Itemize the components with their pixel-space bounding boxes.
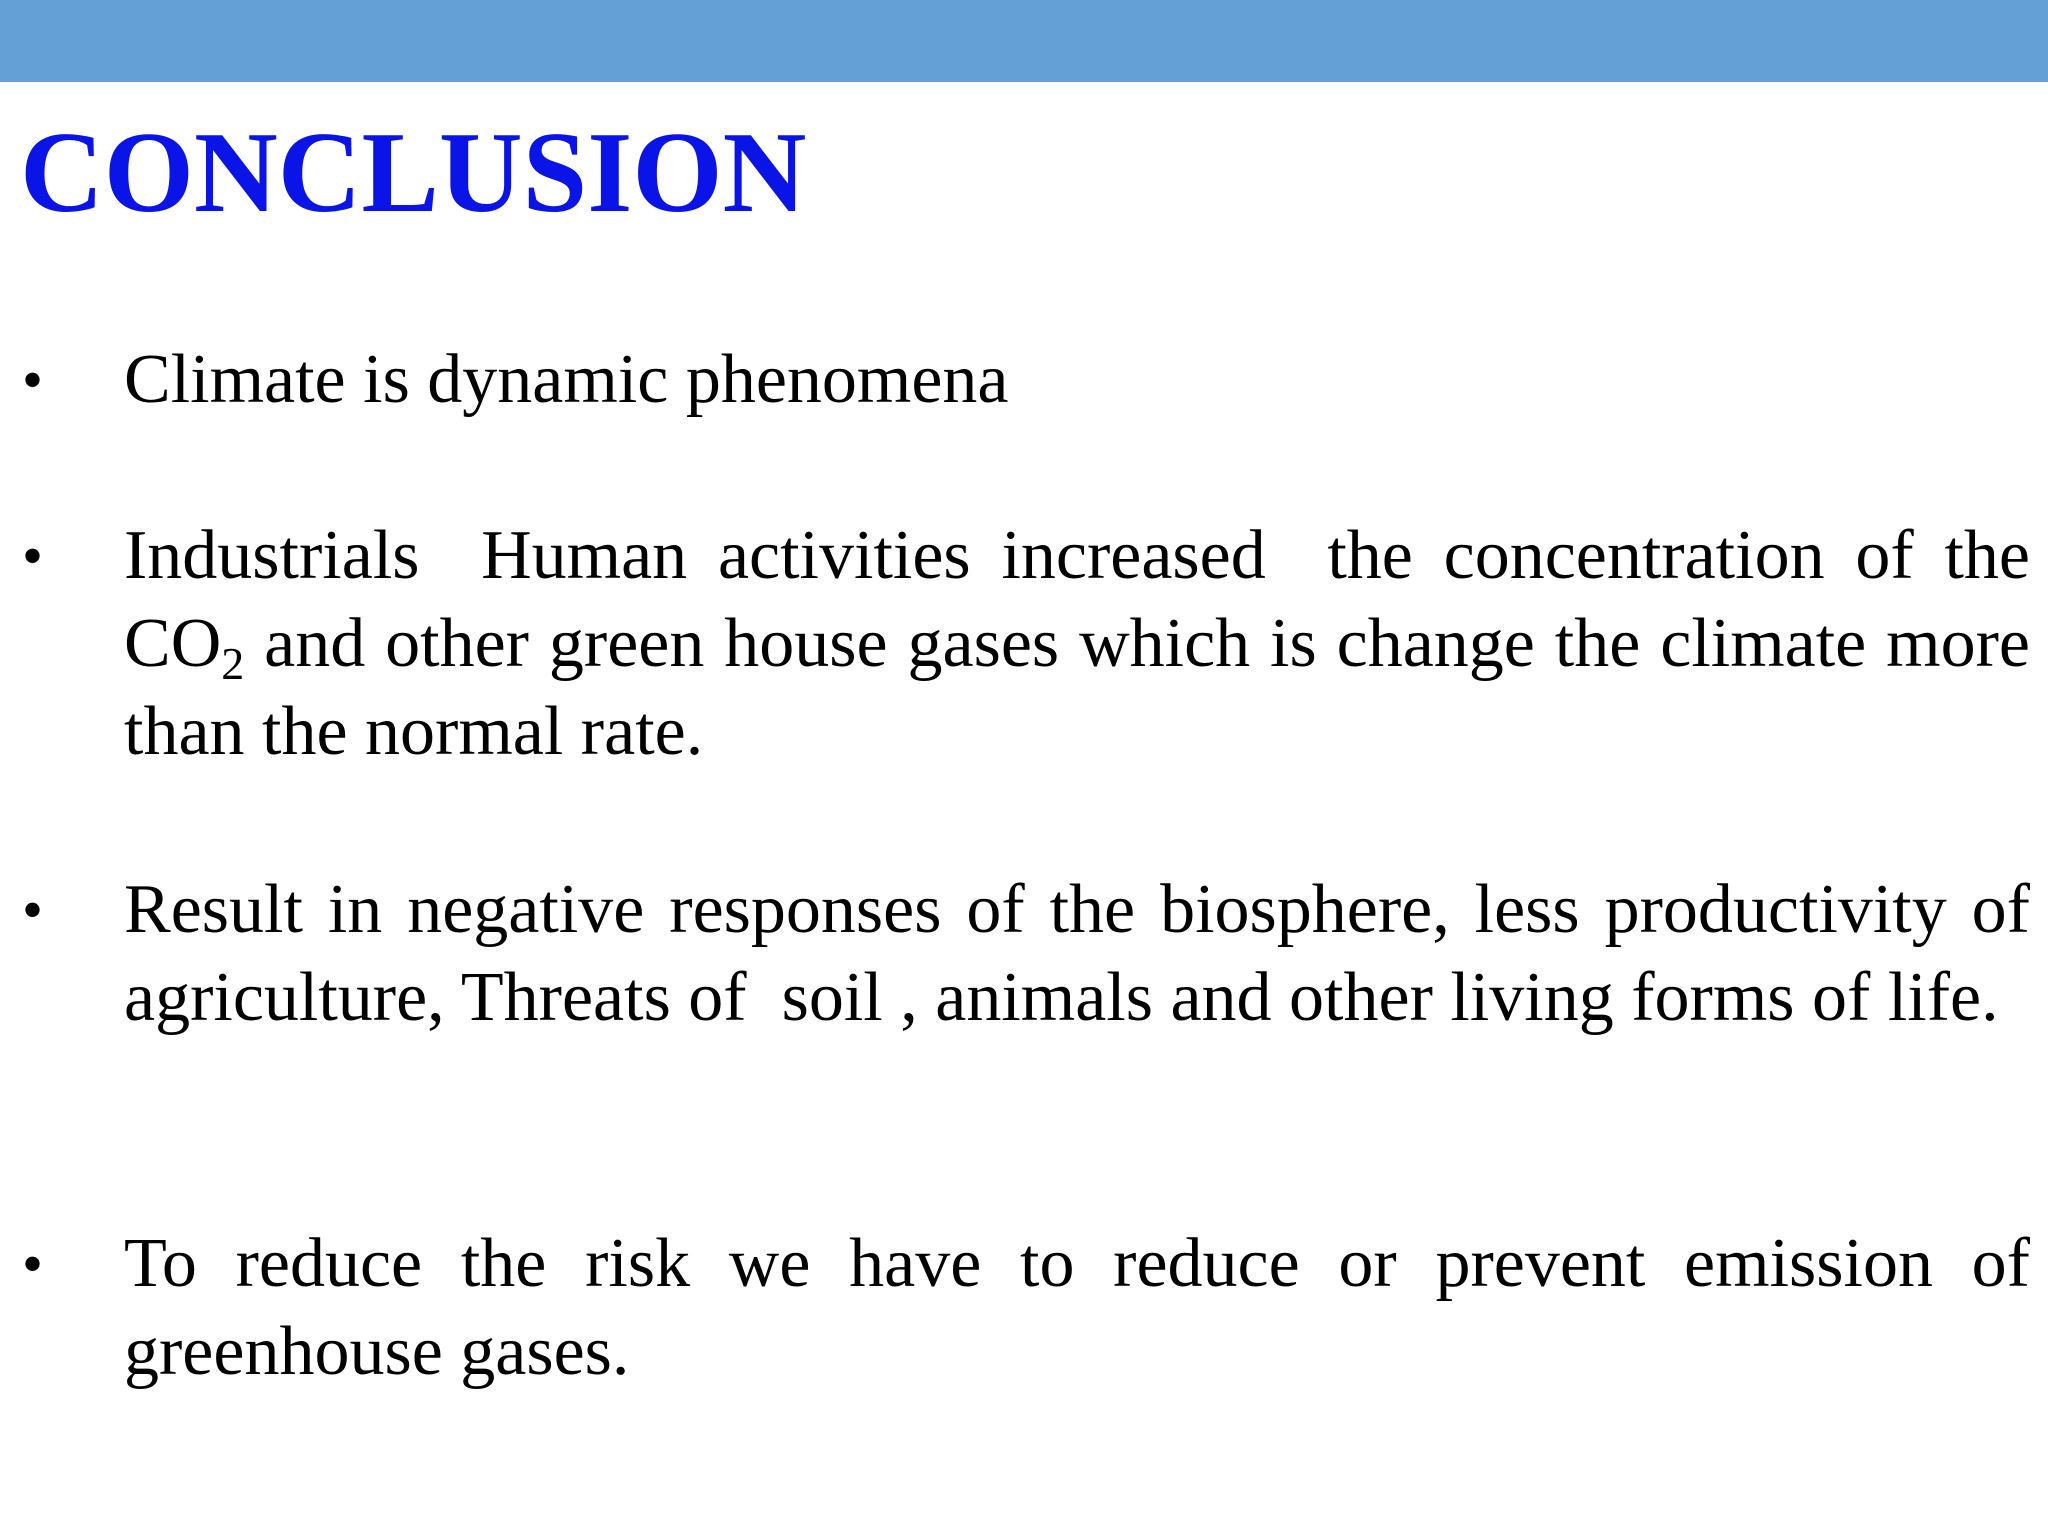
bullet-text: Climate is dynamic phenomena	[124, 341, 1009, 418]
bullet-dot-icon: •	[22, 877, 44, 943]
bullet-text-before-subscript: Industrials Human activities increased the concentration of the CO	[124, 517, 2048, 682]
bullet-text: To reduce the risk we have to reduce or prevent emission of greenhouse gases.	[124, 1225, 2048, 1390]
slide-title: CONCLUSION	[20, 109, 807, 237]
co2-subscript: 2	[221, 637, 245, 689]
bullet-text	[124, 512, 2048, 776]
bullet-text-after-subscript: and other green house gases which is change the climate more than the normal rate.	[124, 605, 2048, 770]
header-accent-bar	[0, 0, 2048, 82]
bullet-dot-icon: •	[22, 347, 44, 413]
bullet-dot-icon: •	[22, 1231, 44, 1297]
bullet-dot-icon: •	[22, 523, 44, 589]
bullet-text: Result in negative responses of the biosphere, less productivity of agriculture, Threats of soil , animals and other living forms of life.	[124, 871, 2048, 1036]
